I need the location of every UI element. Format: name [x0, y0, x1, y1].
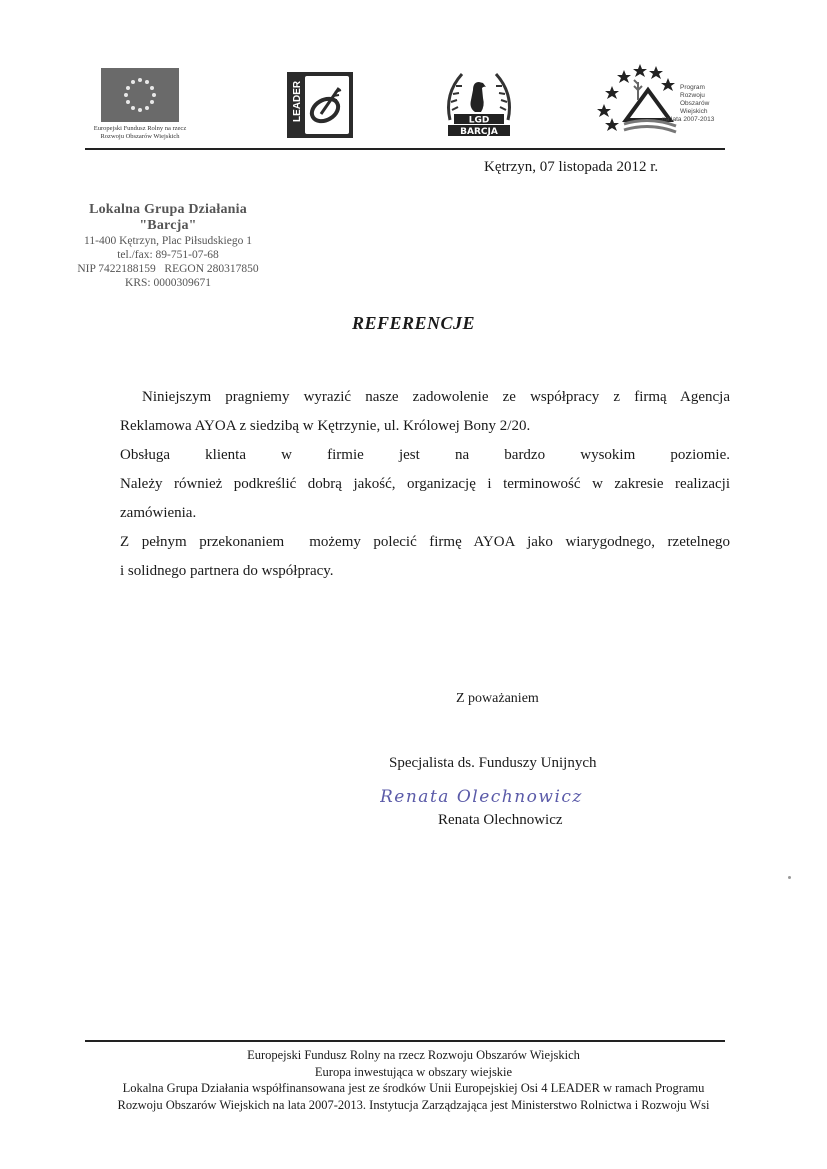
speck [788, 876, 791, 879]
body-line: i solidnego partnera do współpracy. [120, 563, 334, 579]
header-divider [85, 148, 725, 150]
stamp-ids: NIP 7422188159 REGON 280317850 [77, 263, 259, 275]
stamp-phone: tel./fax: 89-751-07-68 [117, 249, 219, 261]
body-line: Niniejszym pragniemy wyrazić nasze zadowolenie ze współpracy z firmą Agencja [142, 389, 730, 405]
body-line: zamówienia. [120, 505, 197, 521]
eu-caption-line: Europejski Fundusz Rolny na rzecz [93, 125, 187, 132]
footer-line: Rozwoju Obszarów Wiejskich na lata 2007-2013. Instytucja Zarządzająca jest Ministerstwo Rolnictwa i Rozwoju Wsi [117, 1097, 710, 1112]
footer-line: Lokalna Grupa Działania współfinansowana jest ze środków Unii Europejskiej Osi 4 LEADER w ramach Programu [122, 1081, 705, 1095]
prow-caption-line: Program [680, 84, 705, 91]
body-line: Reklamowa AYOA z siedzibą w Kętrzynie, ul. Królowej Bony 2/20. [120, 418, 531, 434]
lgd-text: LGD [468, 115, 490, 126]
signature-text: Renata Olechnowicz [380, 787, 583, 807]
body-line: Obsługa klienta w firmie jest na bardzo wysokim poziomie. [120, 447, 730, 463]
prow-caption-line: Rozwoju [680, 92, 705, 99]
eu-caption-line: Rozwoju Obszarów Wiejskich [100, 133, 180, 140]
stamp-org-name: Lokalna Grupa Działania "Barcja" [89, 202, 247, 233]
eu-logo [80, 68, 200, 141]
stamp-krs: KRS: 0000309671 [125, 277, 211, 289]
footer-line: Europejski Fundusz Rolny na rzecz Rozwoju Obszarów Wiejskich [247, 1048, 580, 1062]
lgd-barcja-logo [440, 64, 518, 140]
place-date: Kętrzyn, 07 listopada 2012 r. [484, 159, 659, 175]
footer-line: Europa inwestująca w obszary wiejskie [314, 1064, 513, 1079]
prow-caption-line: na lata 2007-2013 [662, 116, 715, 123]
handwritten-signature [380, 780, 590, 814]
prow-caption [662, 84, 715, 124]
stamp-address: 11-400 Kętrzyn, Plac Piłsudskiego 1 [84, 235, 252, 247]
prow-caption-line: Obszarów [680, 100, 710, 107]
organization-stamp [60, 202, 276, 290]
prow-caption-line: Wiejskich [680, 108, 708, 115]
letter-body [120, 383, 730, 586]
signer-title: Specjalista ds. Funduszy Unijnych [389, 755, 597, 771]
eu-flag-icon [101, 68, 179, 122]
signer-name: Renata Olechnowicz [438, 812, 563, 828]
body-line: Należy również podkreślić dobrą jakość, organizację i terminowość w zakresie realizacji [120, 476, 730, 492]
closing-phrase: Z poważaniem [456, 691, 539, 706]
barcja-text: BARCJA [460, 127, 498, 137]
leader-logo [285, 70, 355, 140]
leader-text: LEADER [292, 80, 303, 122]
footer [60, 1047, 767, 1113]
document-title: REFERENCJE [351, 313, 476, 333]
footer-divider [85, 1040, 725, 1042]
body-line: Z pełnym przekonaniem możemy polecić firmę AYOA jako wiarygodnego, rzetelnego [120, 534, 730, 550]
